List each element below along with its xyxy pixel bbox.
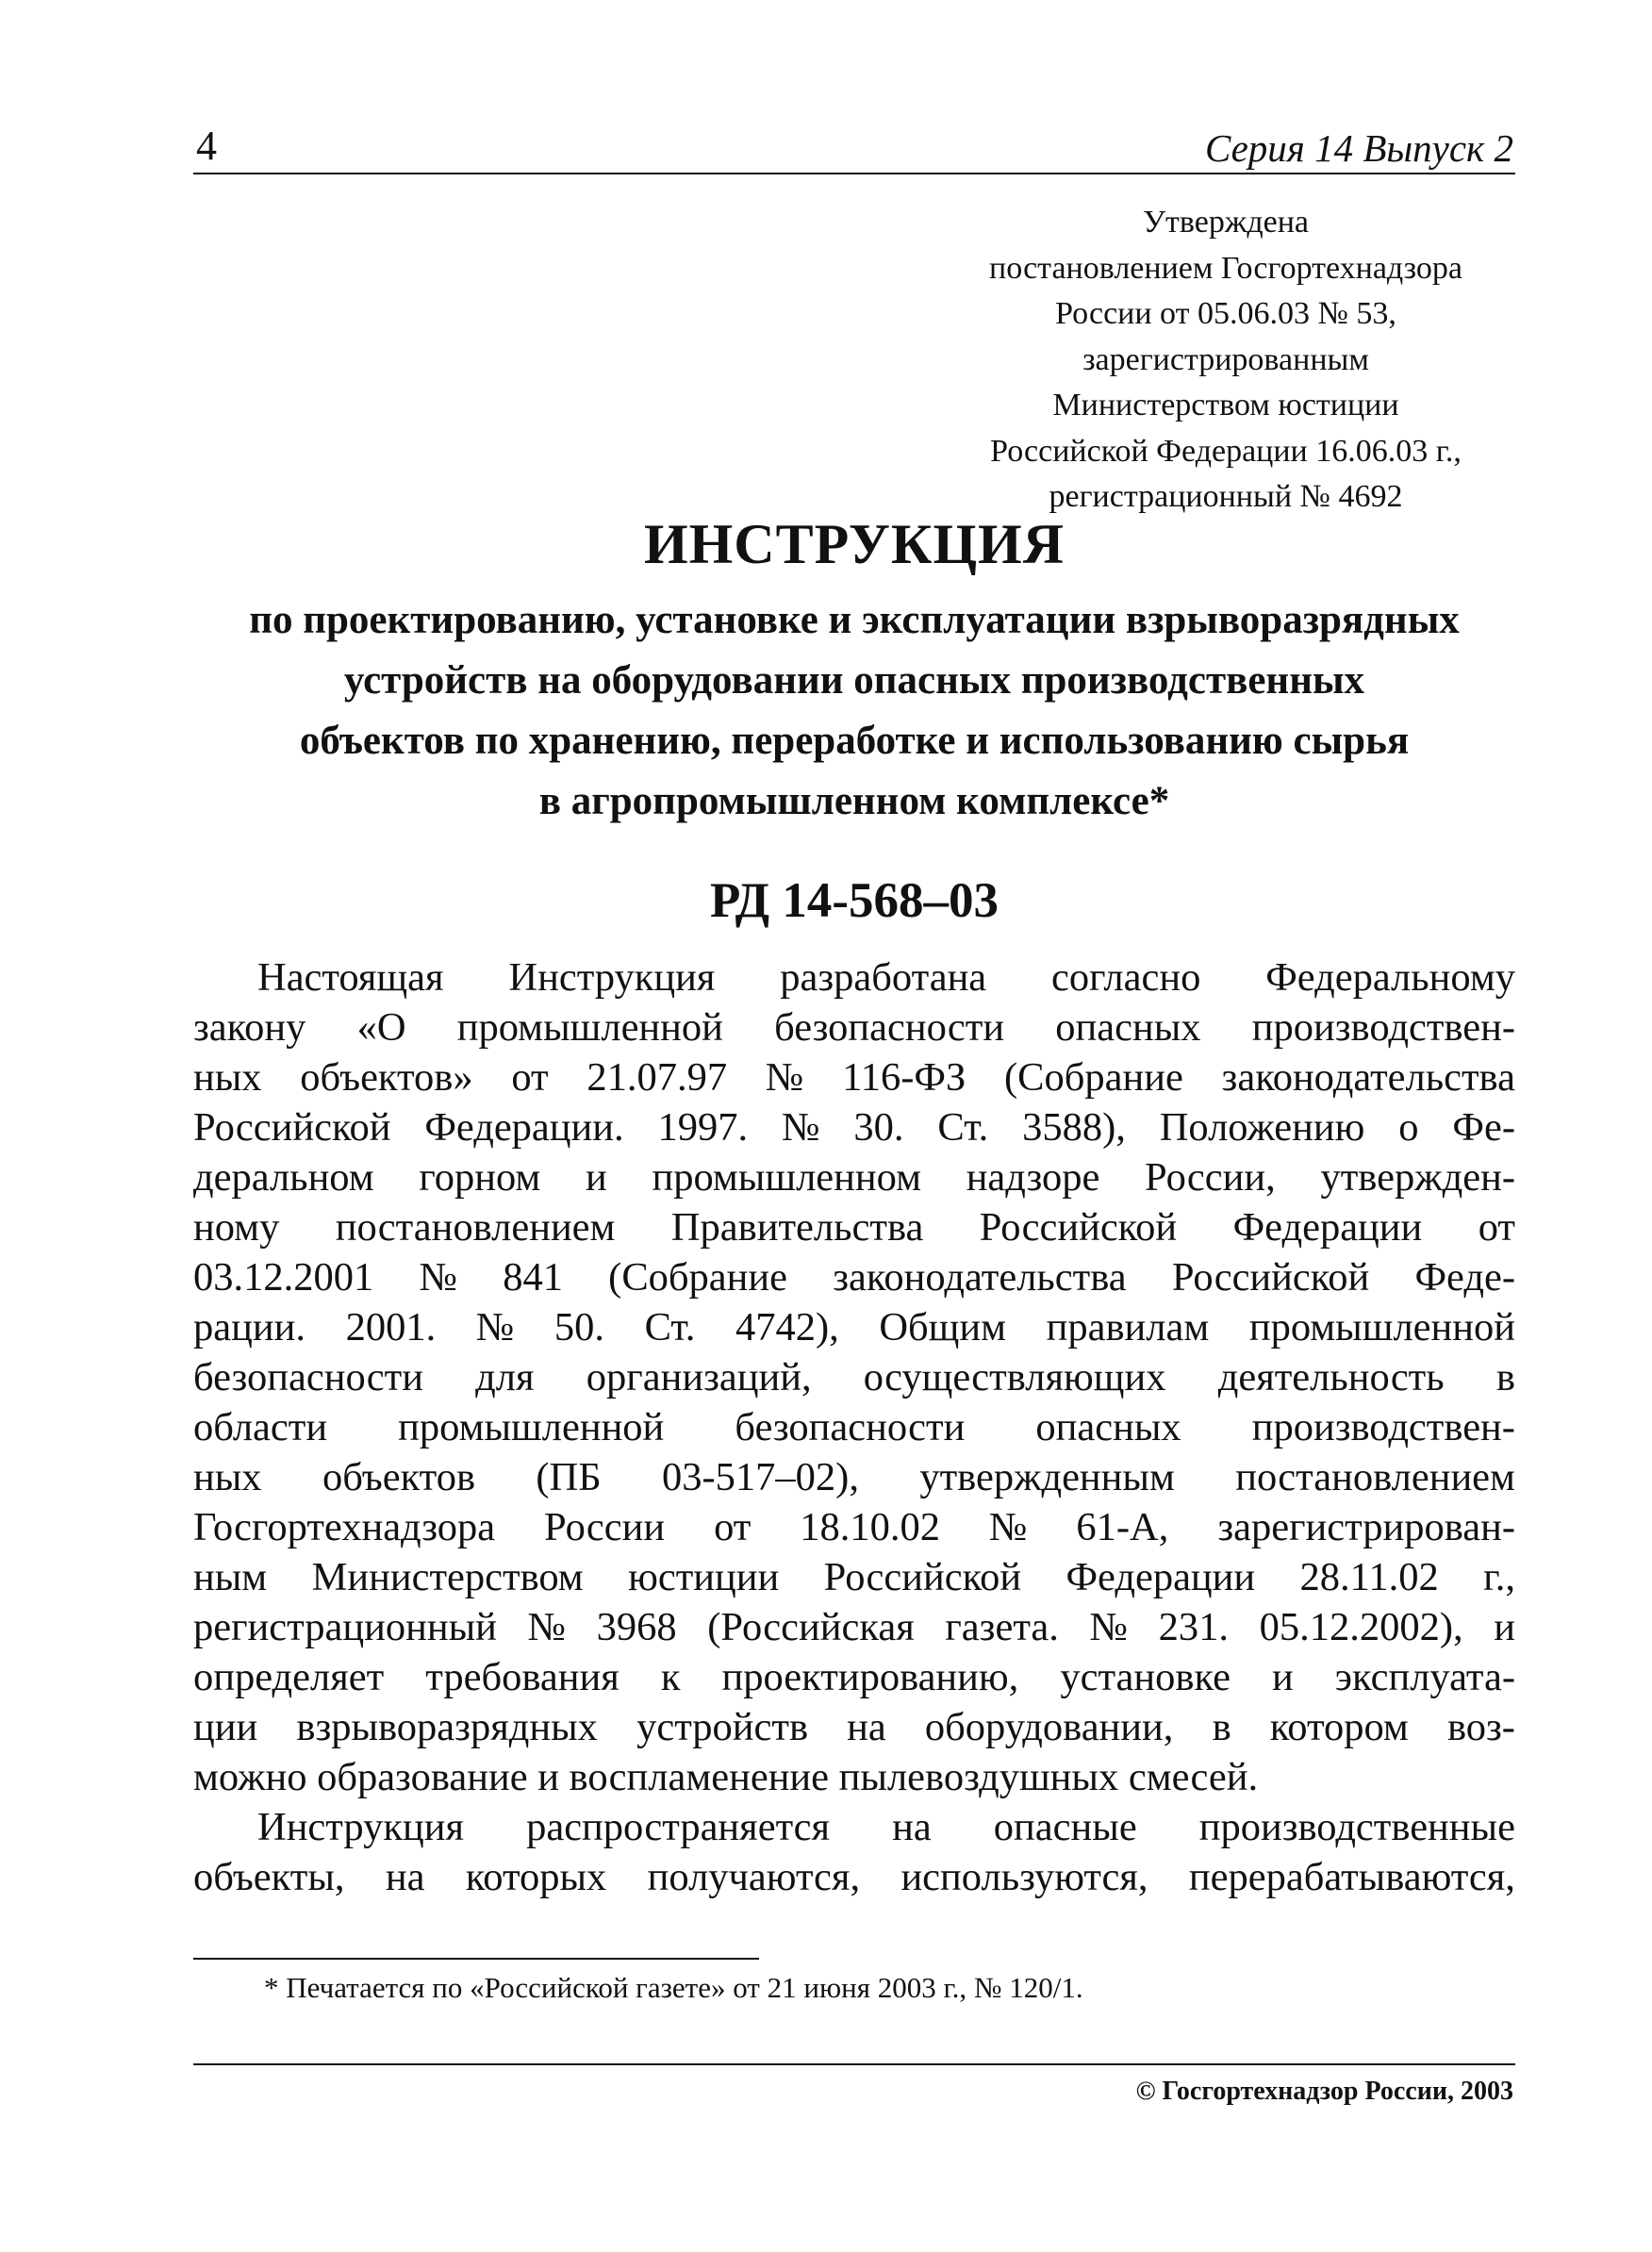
subtitle-line: объектов по хранению, переработке и использованию сырья: [299, 719, 1410, 763]
document-title: ИНСТРУКЦИЯ: [643, 513, 1066, 575]
approval-block: [933, 200, 1518, 521]
paragraph-1-line: ным Министерством юстиции Российской Федерации 28.11.02 г.,: [193, 1555, 1515, 1599]
paragraph-1-line: ных объектов» от 21.07.97 № 116-ФЗ (Собрание законодательства: [193, 1055, 1515, 1100]
approval-line: России от 05.06.03 № 53,: [1055, 296, 1396, 331]
paragraph-1-line: можно образование и воспламенение пылевоздушных смесей.: [193, 1755, 1259, 1799]
paragraph-2-line: объекты, на которых получаются, используются, перерабатываются,: [193, 1855, 1515, 1899]
approval-line: регистрационный № 4692: [1049, 479, 1403, 514]
footnote: * Печатается по «Российской газете» от 21 июня 2003 г., № 120/1.: [264, 1971, 1083, 2004]
paragraph-1-line: рации. 2001. № 50. Ст. 4742), Общим правилам промышленной: [193, 1305, 1515, 1350]
document-code: РД 14-568–03: [709, 873, 999, 928]
copyright: © Госгортехнадзор России, 2003: [1135, 2077, 1513, 2106]
approval-line: зарегистрированным: [1082, 341, 1369, 377]
page-number: 4: [196, 123, 217, 169]
body-text: [193, 952, 1515, 1902]
approval-line: Утверждена: [1142, 205, 1310, 240]
subtitle-line: по проектированию, установке и эксплуатации взрыворазрядных: [249, 598, 1460, 642]
paragraph-1-line: области промышленной безопасности опасных производствен-: [193, 1405, 1515, 1449]
paragraph-1-line: закону «О промышленной безопасности опасных производствен-: [193, 1005, 1515, 1050]
paragraph-1-line: Госгортехнадзора России от 18.10.02 № 61-А, зарегистрирован-: [193, 1505, 1515, 1549]
paragraph-1-line: регистрационный № 3968 (Российская газета. № 231. 05.12.2002), и: [193, 1605, 1515, 1649]
paragraph-1-line: безопасности для организаций, осуществляющих деятельность в: [193, 1355, 1515, 1399]
paragraph-1-line: Настоящая Инструкция разработана согласно Федеральному: [257, 955, 1515, 1000]
footnote-rule: [193, 1958, 759, 1960]
paragraph-1-line: ции взрыворазрядных устройств на оборудовании, в котором воз-: [193, 1705, 1515, 1749]
paragraph-1-line: ному постановлением Правительства Российской Федерации от: [193, 1205, 1515, 1250]
paragraph-1-line: определяет требования к проектированию, установке и эксплуата-: [193, 1655, 1515, 1699]
footer-rule: [193, 2063, 1515, 2065]
paragraph-1-line: Российской Федерации. 1997. № 30. Ст. 3588), Положению о Фе-: [193, 1105, 1515, 1150]
paragraph-1-line: деральном горном и промышленном надзоре России, утвержден-: [193, 1155, 1515, 1200]
series-label: Серия 14 Выпуск 2: [1204, 126, 1513, 170]
subtitle-line: устройств на оборудовании опасных производственных: [343, 658, 1365, 703]
header-rule: [193, 173, 1515, 174]
subtitle-line: в агропромышленном комплексе*: [538, 779, 1170, 823]
paragraph-2-line: Инструкция распространяется на опасные производственные: [257, 1805, 1515, 1849]
paragraph-1-line: 03.12.2001 № 841 (Собрание законодательства Российской Феде-: [193, 1255, 1515, 1300]
approval-line: постановлением Госгортехнадзора: [989, 250, 1462, 286]
approval-line: Российской Федерации 16.06.03 г.,: [990, 433, 1462, 469]
approval-line: Министерством юстиции: [1052, 388, 1399, 422]
document-subtitle: [193, 590, 1515, 832]
paragraph-1-line: ных объектов (ПБ 03-517–02), утвержденным постановлением: [193, 1455, 1515, 1499]
